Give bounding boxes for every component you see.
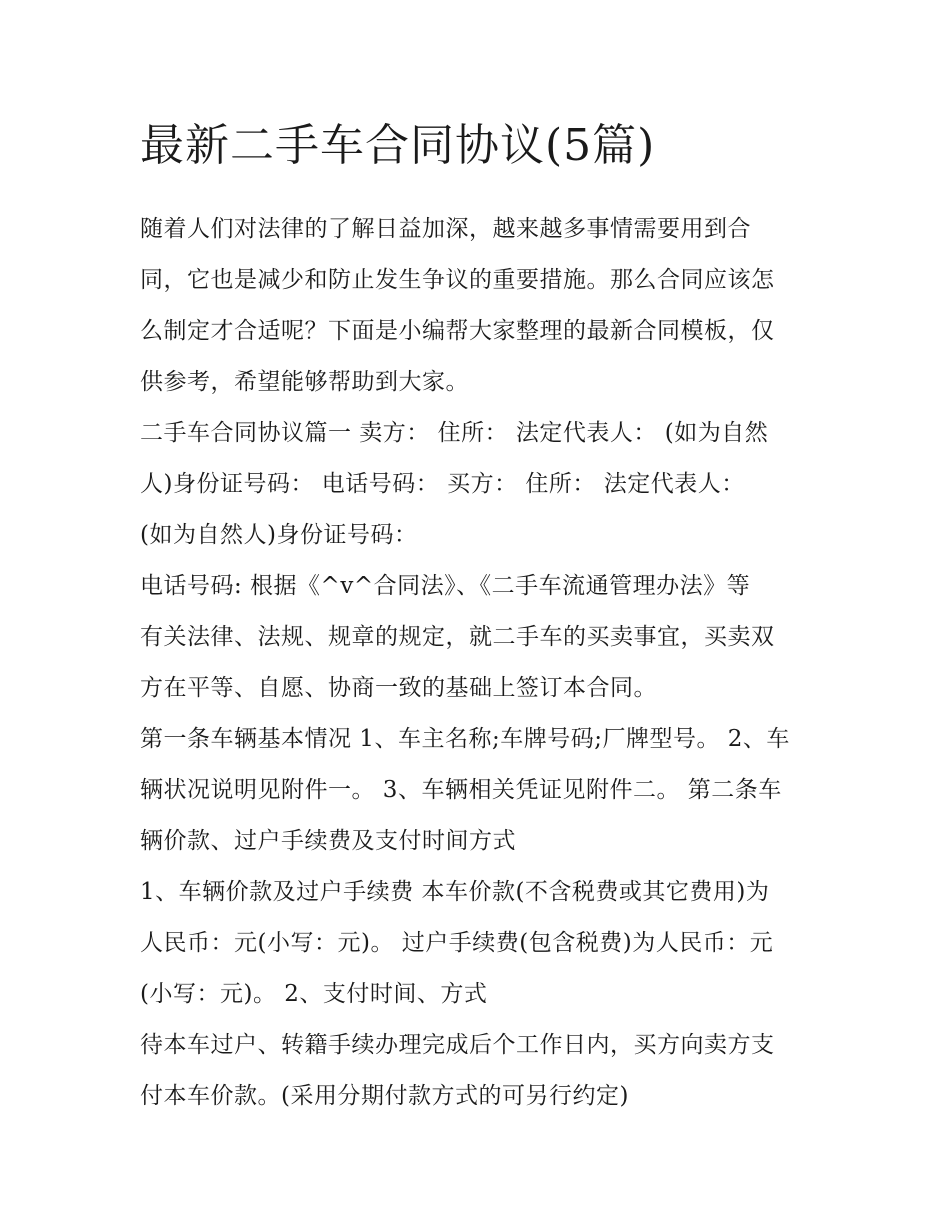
text-line: 辆价款、过户手续费及支付时间方式 (140, 828, 516, 854)
text-line: 供参考，希望能够帮助到大家。 (140, 369, 469, 395)
text-line: 么制定才合适呢？下面是小编帮大家整理的最新合同模板，仅 (140, 318, 775, 344)
text-line: 同，它也是减少和防止发生争议的重要措施。那么合同应该怎 (140, 267, 775, 293)
text-line: 辆状况说明见附件一。 3、车辆相关凭证见附件二。 第二条车 (140, 777, 782, 803)
text-line: 有关法律、法规、规章的规定，就二手车的买卖事宜，买卖双 (140, 624, 775, 650)
text-line: 二手车合同协议篇一 卖方： 住所： 法定代表人： (如为自然 (140, 420, 769, 446)
document-body (140, 204, 820, 1122)
text-line: (小写：元)。 2、支付时间、方式 (140, 981, 488, 1007)
text-line: 付本车价款。(采用分期付款方式的可另行约定) (140, 1083, 629, 1109)
text-line: 1、车辆价款及过户手续费 本车价款(不含税费或其它费用)为 (140, 879, 770, 905)
text-line: 电话号码: 根据《^v^合同法》、《二手车流通管理办法》等 (140, 573, 751, 599)
text-line: 待本车过户、转籍手续办理完成后个工作日内，买方向卖方支 (140, 1032, 775, 1058)
text-line: 方在平等、自愿、协商一致的基础上签订本合同。 (140, 675, 657, 701)
document-title: 最新二手车合同协议(5篇) (140, 120, 656, 171)
text-line: 随着人们对法律的了解日益加深，越来越多事情需要用到合 (140, 216, 751, 242)
text-line: 人民币：元(小写：元)。 过户手续费(包含税费)为人民币：元 (140, 930, 774, 956)
text-line: 人)身份证号码： 电话号码： 买方： 住所： 法定代表人： (140, 471, 745, 497)
text-line: (如为自然人)身份证号码： (140, 522, 418, 548)
text-line: 第一条车辆基本情况 1、车主名称;车牌号码;厂牌型号。 2、车 (140, 726, 790, 752)
